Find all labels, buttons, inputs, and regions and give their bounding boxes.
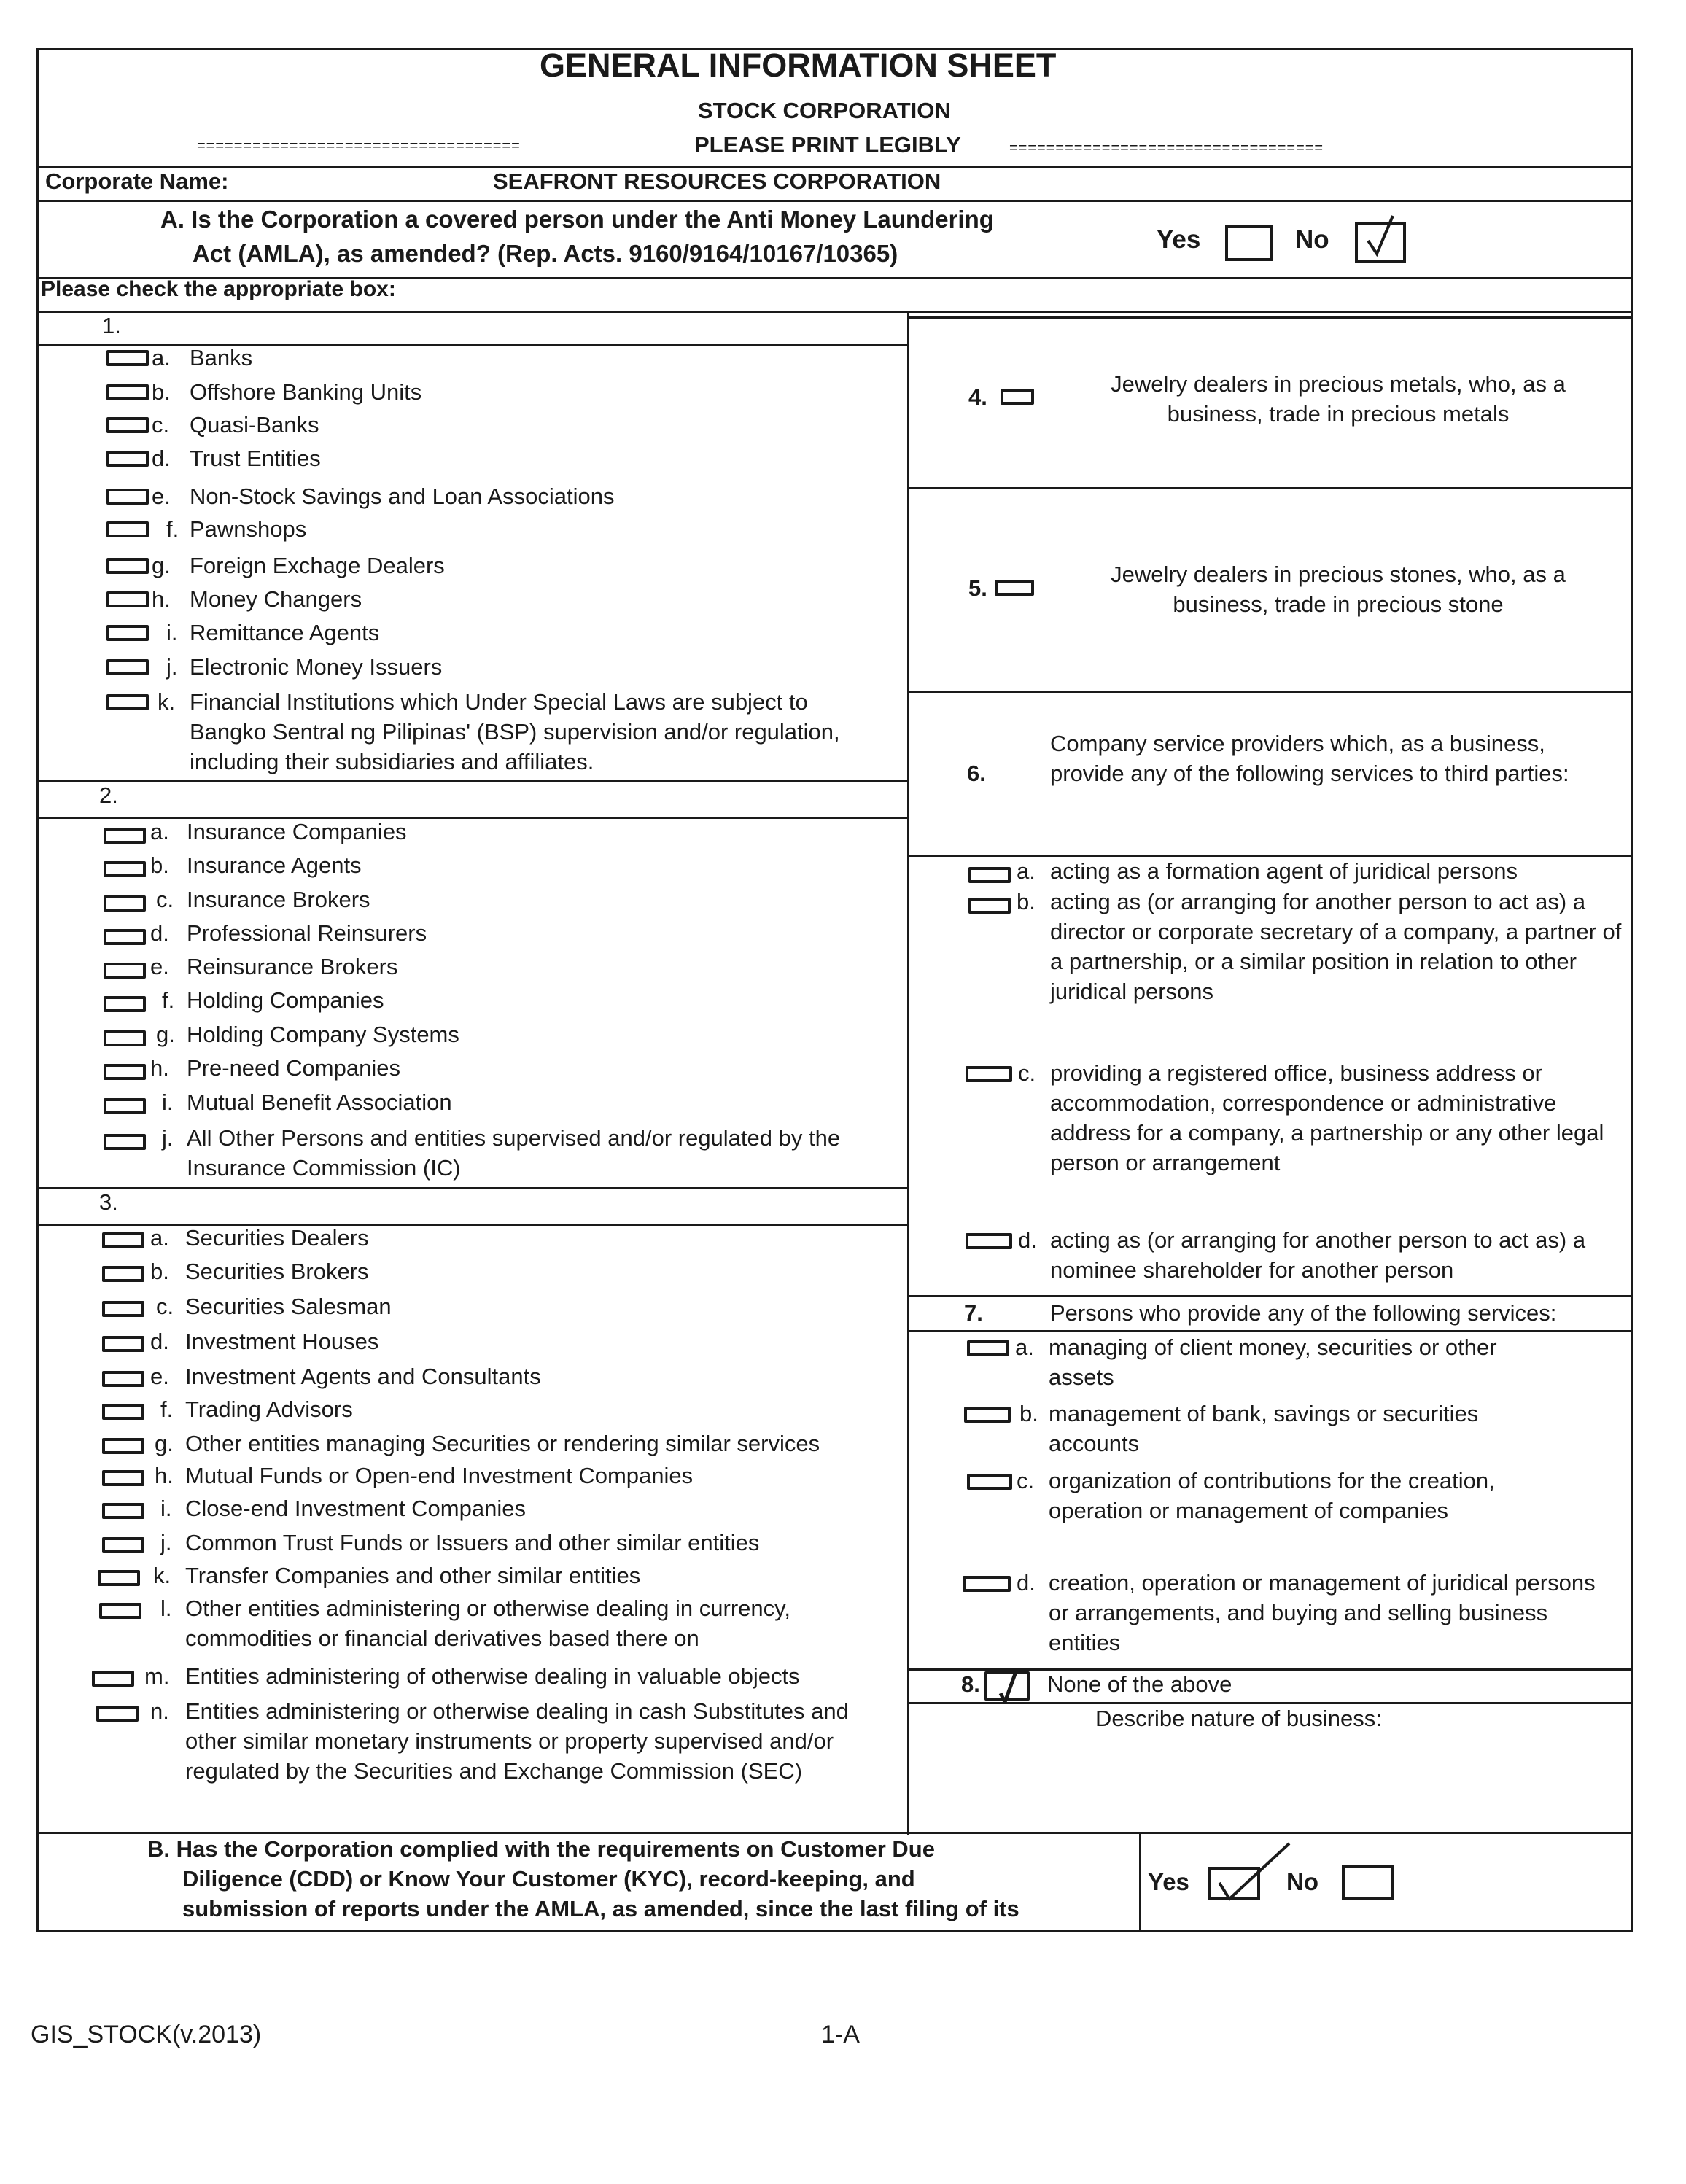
rule-left: ===================================: [197, 138, 521, 154]
check-mark-icon: [984, 1668, 1030, 1703]
section1-item-e-letter: e.: [152, 483, 171, 509]
section6-item-a-text: acting as a formation agent of juridical persons: [1050, 858, 1518, 884]
section2-item-i-checkbox[interactable]: [104, 1098, 146, 1114]
print-legibly-instruction: PLEASE PRINT LEGIBLY: [694, 132, 961, 158]
section7-item-b-checkbox[interactable]: [964, 1407, 1011, 1423]
section7-item-b-text: management of bank, savings or securities accounts: [1049, 1401, 1479, 1456]
section2-item-h-text: Pre-need Companies: [187, 1055, 400, 1081]
section1-item-f-letter: f.: [166, 516, 179, 542]
divider: [907, 487, 1633, 489]
section3-item-a-letter: a.: [150, 1225, 169, 1251]
section3-item-a-checkbox[interactable]: [102, 1232, 144, 1248]
section2-item-b-text: Insurance Agents: [187, 852, 362, 878]
section1-item-c-checkbox[interactable]: [106, 417, 149, 433]
check-mark-icon: [1208, 1841, 1295, 1906]
section2-item-a-text: Insurance Companies: [187, 819, 407, 844]
section7-item-c-text: organization of contributions for the creation, operation or management of companies: [1049, 1468, 1495, 1523]
section1-item-k-letter: k.: [158, 689, 176, 715]
question-b-line1: [147, 1834, 935, 1864]
column-divider: [907, 311, 909, 1835]
section8-checkbox[interactable]: [984, 1671, 1030, 1701]
section6-item-b-checkbox[interactable]: [968, 898, 1011, 914]
section3-item-f-checkbox[interactable]: [102, 1404, 144, 1420]
section3-item-d-letter: d.: [150, 1329, 169, 1354]
section6-item-c-text: providing a registered office, business address or accommodation, correspondence or administrative address for a company, a partnership or any other legal person or arrangement: [1050, 1060, 1604, 1175]
section3-item-m-letter: m.: [144, 1663, 170, 1689]
divider: [907, 691, 1633, 693]
section3-item-j-text: Common Trust Funds or Issuers and other similar entities: [185, 1530, 760, 1555]
rule-right: ==================================: [1009, 140, 1324, 156]
section2-item-d-text: Professional Reinsurers: [187, 920, 427, 946]
section1-item-b-text: Offshore Banking Units: [190, 379, 422, 405]
section3-item-d-text: Investment Houses: [185, 1329, 379, 1354]
section7-item-a-letter: a.: [1015, 1334, 1034, 1360]
section6-item-a-letter: a.: [1017, 858, 1036, 884]
describe-business-label: Describe nature of business:: [1095, 1706, 1382, 1731]
section3-item-m-checkbox[interactable]: [92, 1671, 134, 1687]
section3-item-j-checkbox[interactable]: [102, 1537, 144, 1553]
section5-number: 5.: [968, 575, 987, 601]
section3-item-k-checkbox[interactable]: [98, 1570, 140, 1586]
section4-number: 4.: [968, 384, 987, 410]
section6-item-d-letter: d.: [1018, 1227, 1037, 1253]
section3-item-k-letter: k.: [153, 1563, 171, 1588]
section1-item-i-text: Remittance Agents: [190, 620, 380, 645]
section3-item-l-letter: l.: [160, 1596, 172, 1621]
section2-item-e-checkbox[interactable]: [104, 963, 146, 979]
section2-item-h-checkbox[interactable]: [104, 1064, 146, 1080]
question-a-text: Is the Corporation a covered person under the Anti Money Laundering: [191, 206, 994, 233]
divider: [907, 1295, 1633, 1297]
section1-item-i-checkbox[interactable]: [106, 625, 149, 641]
section7-item-c-checkbox[interactable]: [967, 1474, 1012, 1490]
section7-item-b-letter: b.: [1019, 1401, 1038, 1426]
section1-item-j-checkbox[interactable]: [106, 659, 149, 675]
section1-item-a-checkbox[interactable]: [106, 350, 149, 366]
question-b-no-label: No: [1286, 1868, 1318, 1895]
section2-item-a-letter: a.: [150, 819, 169, 844]
section6-item-d-checkbox[interactable]: [966, 1233, 1012, 1249]
section6-item-a-checkbox[interactable]: [968, 867, 1011, 883]
section1-item-k-text: Financial Institutions which Under Special Laws are subject to Bangko Sentral ng Pilipinas' (BSP) supervision and/or regulation, including their subsidiaries and affiliates.: [190, 689, 840, 774]
section3-item-m-text: Entities administering of otherwise dealing in valuable objects: [185, 1663, 800, 1689]
corporate-name-value[interactable]: SEAFRONT RESOURCES CORPORATION: [493, 168, 941, 194]
question-a-yes-label: Yes: [1157, 225, 1201, 254]
divider: [36, 311, 1633, 313]
section2-item-a-checkbox[interactable]: [104, 828, 146, 844]
question-b-line2: Diligence (CDD) or Know Your Customer (KYC), record-keeping, and: [182, 1866, 915, 1892]
column-divider: [1139, 1832, 1141, 1932]
section3-item-n-text: Entities administering or otherwise dealing in cash Substitutes and other similar monetary instruments or property supervised and/or regulated by the Securities and Exchange Commission (SEC): [185, 1698, 849, 1784]
section1-item-j-text: Electronic Money Issuers: [190, 654, 443, 680]
section2-item-f-letter: f.: [162, 987, 175, 1013]
section7-number: 7.: [964, 1300, 983, 1326]
section6-item-b-text: acting as (or arranging for another person to act as) a director or corporate secretary of a company, a partner of a partnership, or a similar position in relation to other juridical persons: [1050, 889, 1622, 1004]
section3-item-e-checkbox[interactable]: [102, 1371, 144, 1387]
divider: [907, 316, 1633, 319]
describe-business-field[interactable]: [913, 1737, 1628, 1830]
corporate-name-label: Corporate Name:: [45, 168, 229, 194]
question-b-no-checkbox[interactable]: [1342, 1865, 1394, 1900]
section3-item-b-text: Securities Brokers: [185, 1259, 369, 1284]
section1-item-j-letter: j.: [166, 654, 178, 680]
section2-item-f-checkbox[interactable]: [104, 996, 146, 1012]
section7-item-d-text: creation, operation or management of juridical persons or arrangements, and buying and selling business entities: [1049, 1570, 1596, 1655]
section3-item-h-text: Mutual Funds or Open-end Investment Companies: [185, 1463, 694, 1488]
section1-item-c-text: Quasi-Banks: [190, 412, 319, 438]
section3-item-c-letter: c.: [156, 1294, 174, 1319]
section2-item-d-letter: d.: [150, 920, 169, 946]
question-b-line3: submission of reports under the AMLA, as amended, since the last filing of its: [182, 1896, 1019, 1921]
question-a-yes-checkbox[interactable]: [1225, 225, 1273, 261]
section1-item-g-checkbox[interactable]: [106, 558, 149, 574]
form-title: GENERAL INFORMATION SHEET: [540, 47, 1057, 84]
section3-item-k-text: Transfer Companies and other similar entities: [185, 1563, 641, 1588]
section3-item-a-text: Securities Dealers: [185, 1225, 369, 1251]
section1-item-h-checkbox[interactable]: [106, 591, 149, 607]
section2-item-g-letter: g.: [156, 1022, 175, 1047]
question-b-yes-checkbox[interactable]: [1208, 1867, 1260, 1900]
section3-item-f-letter: f.: [160, 1396, 174, 1422]
section3-item-i-checkbox[interactable]: [102, 1503, 144, 1519]
question-a-no-checkbox[interactable]: [1355, 222, 1406, 263]
section7-item-a-text: managing of client money, securities or other assets: [1049, 1334, 1497, 1390]
section3-item-b-letter: b.: [150, 1259, 169, 1284]
section5-checkbox[interactable]: [995, 580, 1034, 596]
section1-item-g-text: Foreign Exchage Dealers: [190, 553, 445, 578]
section2-item-e-text: Reinsurance Brokers: [187, 954, 398, 979]
question-a-line2: Act (AMLA), as amended? (Rep. Acts. 9160/9164/10167/10365): [193, 240, 898, 267]
section8-text: None of the above: [1047, 1671, 1232, 1697]
section5-text: Jewelry dealers in precious stones, who, as a business, trade in precious stone: [1111, 561, 1566, 617]
section6-item-b-letter: b.: [1017, 889, 1036, 914]
question-a-marker: A.: [160, 206, 184, 233]
section2-item-h-letter: h.: [150, 1055, 169, 1081]
section1-item-h-text: Money Changers: [190, 586, 362, 612]
section1-item-h-letter: h.: [152, 586, 171, 612]
section2-number: 2.: [99, 782, 118, 808]
question-a-no-label: No: [1295, 225, 1329, 254]
section7-item-d-checkbox[interactable]: [963, 1576, 1011, 1592]
section3-item-d-checkbox[interactable]: [102, 1336, 144, 1352]
section2-item-b-checkbox[interactable]: [104, 861, 146, 877]
divider: [36, 1187, 907, 1189]
section2-item-j-text: All Other Persons and entities supervised and/or regulated by the Insurance Commission (IC): [187, 1125, 841, 1181]
section7-item-c-letter: c.: [1017, 1468, 1035, 1493]
section8-number: 8.: [961, 1671, 980, 1697]
section1-item-e-text: Non-Stock Savings and Loan Associations: [190, 483, 615, 509]
section2-item-i-text: Mutual Benefit Association: [187, 1089, 452, 1115]
section6-intro: Company service providers which, as a business, provide any of the following services to third parties:: [1050, 731, 1569, 786]
section1-item-c-letter: c.: [152, 412, 170, 438]
section2-item-b-letter: b.: [150, 852, 169, 878]
section2-item-i-letter: i.: [162, 1089, 174, 1115]
section2-item-g-checkbox[interactable]: [104, 1030, 146, 1046]
section1-item-i-letter: i.: [166, 620, 178, 645]
section3-item-l-text: Other entities administering or otherwise dealing in currency, commodities or financial derivatives based there on: [185, 1596, 790, 1651]
question-b-text: Has the Corporation complied with the requirements on Customer Due: [176, 1836, 935, 1862]
section4-checkbox[interactable]: [1001, 389, 1034, 405]
section6-item-d-text: acting as (or arranging for another person to act as) a nominee shareholder for another person: [1050, 1227, 1586, 1283]
question-a-line1: [160, 204, 994, 234]
section3-item-n-checkbox[interactable]: [96, 1706, 139, 1722]
section1-item-d-letter: d.: [152, 446, 171, 471]
section7-item-a-checkbox[interactable]: [967, 1340, 1009, 1356]
section1-number: 1.: [102, 313, 121, 338]
section3-item-f-text: Trading Advisors: [185, 1396, 353, 1422]
divider: [36, 200, 1633, 202]
section1-item-f-text: Pawnshops: [190, 516, 307, 542]
section3-number: 3.: [99, 1189, 118, 1215]
section2-item-j-checkbox[interactable]: [104, 1134, 146, 1150]
section6-item-c-checkbox[interactable]: [966, 1066, 1012, 1082]
section2-item-e-letter: e.: [150, 954, 169, 979]
section3-item-i-text: Close-end Investment Companies: [185, 1496, 526, 1521]
section7-intro: Persons who provide any of the following services:: [1050, 1300, 1557, 1326]
section2-item-g-text: Holding Company Systems: [187, 1022, 459, 1047]
section4-text: Jewelry dealers in precious metals, who, as a business, trade in precious metals: [1111, 371, 1566, 427]
section2-item-f-text: Holding Companies: [187, 987, 384, 1013]
section1-item-b-letter: b.: [152, 379, 171, 405]
section6-item-c-letter: c.: [1018, 1060, 1036, 1086]
question-b-yes-label: Yes: [1148, 1868, 1189, 1895]
section1-item-d-text: Trust Entities: [190, 446, 321, 471]
page-number: 1-A: [821, 2021, 860, 2048]
section6-number: 6.: [967, 761, 986, 786]
section2-item-d-checkbox[interactable]: [104, 929, 146, 945]
section3-item-g-letter: g.: [155, 1431, 174, 1456]
question-b-marker: B.: [147, 1836, 170, 1862]
form-code: GIS_STOCK(v.2013): [31, 2021, 262, 2048]
section7-item-d-letter: d.: [1017, 1570, 1036, 1596]
section3-item-i-letter: i.: [160, 1496, 172, 1521]
check-mark-icon: [1355, 211, 1406, 263]
divider: [36, 780, 907, 782]
section3-item-h-letter: h.: [155, 1463, 174, 1488]
section1-item-d-checkbox[interactable]: [106, 451, 149, 467]
section3-item-b-checkbox[interactable]: [102, 1266, 144, 1282]
section3-item-g-text: Other entities managing Securities or rendering similar services: [185, 1431, 820, 1456]
section3-item-j-letter: j.: [160, 1530, 172, 1555]
section2-item-j-letter: j.: [162, 1125, 174, 1151]
section1-item-k-checkbox[interactable]: [106, 694, 149, 710]
section1-item-g-letter: g.: [152, 553, 171, 578]
section3-item-e-letter: e.: [150, 1364, 169, 1389]
form-subtitle: STOCK CORPORATION: [698, 98, 951, 123]
section1-item-a-text: Banks: [190, 345, 253, 370]
section1-item-f-checkbox[interactable]: [106, 521, 149, 537]
section1-item-e-checkbox[interactable]: [106, 489, 149, 505]
section3-item-g-checkbox[interactable]: [102, 1438, 144, 1454]
section3-item-h-checkbox[interactable]: [102, 1470, 144, 1486]
section1-item-a-letter: a.: [152, 345, 171, 370]
section1-item-b-checkbox[interactable]: [106, 384, 149, 400]
section2-item-c-checkbox[interactable]: [104, 895, 146, 912]
section2-item-c-text: Insurance Brokers: [187, 887, 370, 912]
section3-item-e-text: Investment Agents and Consultants: [185, 1364, 541, 1389]
section2-item-c-letter: c.: [156, 887, 174, 912]
section3-item-c-text: Securities Salesman: [185, 1294, 392, 1319]
section3-item-c-checkbox[interactable]: [102, 1301, 144, 1317]
check-instruction: Please check the appropriate box:: [41, 277, 396, 301]
section3-item-l-checkbox[interactable]: [99, 1603, 141, 1619]
section3-item-n-letter: n.: [150, 1698, 169, 1724]
